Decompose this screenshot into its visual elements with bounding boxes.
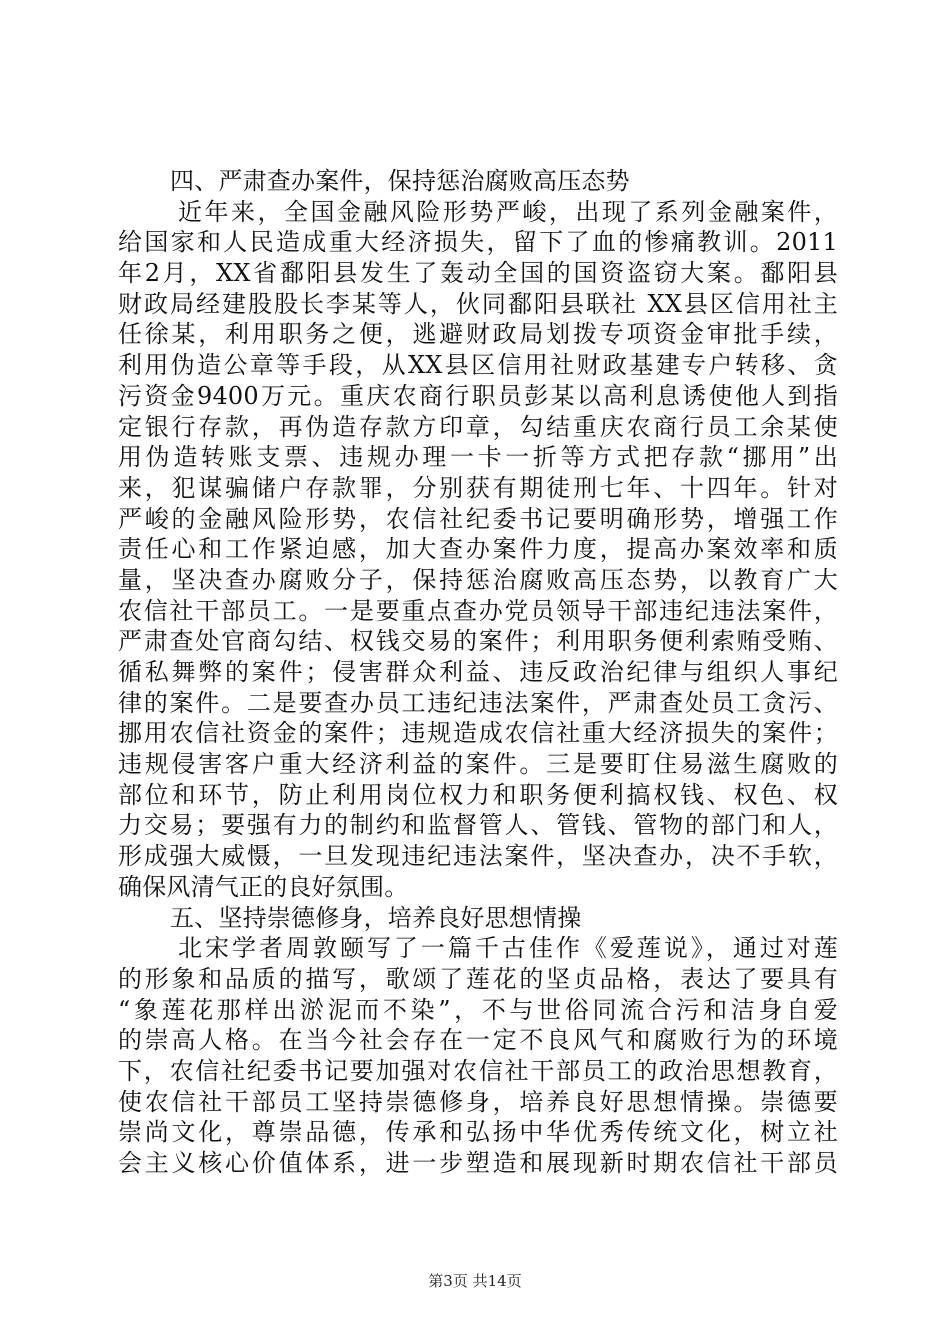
paragraph-line: 任徐某，利用职务之便，逃避财政局划拨专项资金审批手续， bbox=[118, 320, 838, 349]
paragraph-line: 农信社干部员工。一是要重点查办党员领导干部违纪违法案件， bbox=[118, 596, 838, 625]
paragraph-line: 来，犯谋骗储户存款罪，分别获有期徒刑七年、十四年。针对 bbox=[118, 473, 838, 502]
page-number-footer: 第3页 共14页 bbox=[428, 1272, 522, 1290]
paragraph-line: 形成强大威慑，一旦发现违纪违法案件，坚决查办，决不手软， bbox=[118, 842, 838, 871]
paragraph-line: 财政局经建股股长李某等人，伙同鄱阳县联社 XX县区信用社主 bbox=[118, 289, 838, 318]
paragraph-line: 北宋学者周敦颐写了一篇千古佳作《爱莲说》，通过对莲 bbox=[178, 934, 838, 963]
paragraph-line: 定银行存款，再伪造存款方印章，勾结重庆农商行员工余某使 bbox=[118, 412, 838, 441]
paragraph-line: 律的案件。二是要查办员工违纪违法案件，严肃查处员工贪污、 bbox=[118, 688, 838, 717]
paragraph-line: “象莲花那样出淤泥而不染”，不与世俗同流合污和洁身自爱 bbox=[118, 995, 838, 1024]
paragraph-line: 部位和环节，防止利用岗位权力和职务便利搞权钱、权色、权 bbox=[118, 780, 838, 809]
paragraph-line: 责任心和工作紧迫感，加大查办案件力度，提高办案效率和质 bbox=[118, 535, 838, 564]
paragraph-line: 违规侵害客户重大经济利益的案件。三是要盯住易滋生腐败的 bbox=[118, 750, 838, 779]
paragraph-line: 利用伪造公章等手段，从XX县区信用社财政基建专户转移、贪 bbox=[118, 351, 838, 380]
paragraph-line: 崇尚文化，尊崇品德，传承和弘扬中华优秀传统文化，树立社 bbox=[118, 1118, 838, 1147]
paragraph-line: 挪用农信社资金的案件；违规造成农信社重大经济损失的案件； bbox=[118, 719, 838, 748]
section-4-heading: 四、严肃查办案件，保持惩治腐败高压态势 bbox=[170, 167, 630, 195]
section-5-paragraph bbox=[118, 933, 838, 1179]
section-4-paragraph bbox=[118, 197, 838, 903]
paragraph-line: 使农信社干部员工坚持崇德修身，培养良好思想情操。崇德要 bbox=[118, 1087, 838, 1116]
paragraph-line: 会主义核心价值体系，进一步塑造和展现新时期农信社干部员 bbox=[118, 1149, 838, 1177]
paragraph-line: 循私舞弊的案件；侵害群众利益、违反政治纪律与组织人事纪 bbox=[118, 658, 838, 686]
paragraph-line: 确保风清气正的良好氛围。 bbox=[118, 872, 409, 901]
paragraph-line: 的崇高人格。在当今社会存在一定不良风气和腐败行为的环境 bbox=[118, 1026, 838, 1055]
paragraph-line: 给国家和人民造成重大经济损失，留下了血的惨痛教训。2011 bbox=[118, 228, 838, 257]
paragraph-line: 量，坚决查办腐败分子，保持惩治腐败高压态势，以教育广大 bbox=[118, 565, 838, 594]
paragraph-line: 严肃查处官商勾结、权钱交易的案件；利用职务便利索贿受贿、 bbox=[118, 627, 838, 656]
section-5-heading: 五、坚持崇德修身，培养良好思想情操 bbox=[170, 903, 582, 932]
paragraph-line: 近年来，全国金融风险形势严峻，出现了系列金融案件， bbox=[178, 197, 838, 226]
paragraph-line: 用伪造转账支票、违规办理一卡一折等方式把存款“挪用”出 bbox=[118, 443, 838, 472]
paragraph-line: 的形象和品质的描写，歌颂了莲花的坚贞品格，表达了要具有 bbox=[118, 964, 838, 993]
paragraph-line: 年2月，XX省鄱阳县发生了轰动全国的国资盗窃大案。鄱阳县 bbox=[118, 259, 838, 288]
paragraph-line: 下，农信社纪委书记要加强对农信社干部员工的政治思想教育， bbox=[118, 1056, 838, 1085]
paragraph-line: 污资金9400万元。重庆农商行职员彭某以高利息诱使他人到指 bbox=[118, 381, 838, 410]
document-body bbox=[118, 166, 838, 1179]
paragraph-line: 严峻的金融风险形势，农信社纪委书记要明确形势，增强工作 bbox=[118, 504, 838, 533]
paragraph-line: 力交易；要强有力的制约和监督管人、管钱、管物的部门和人， bbox=[118, 811, 838, 840]
